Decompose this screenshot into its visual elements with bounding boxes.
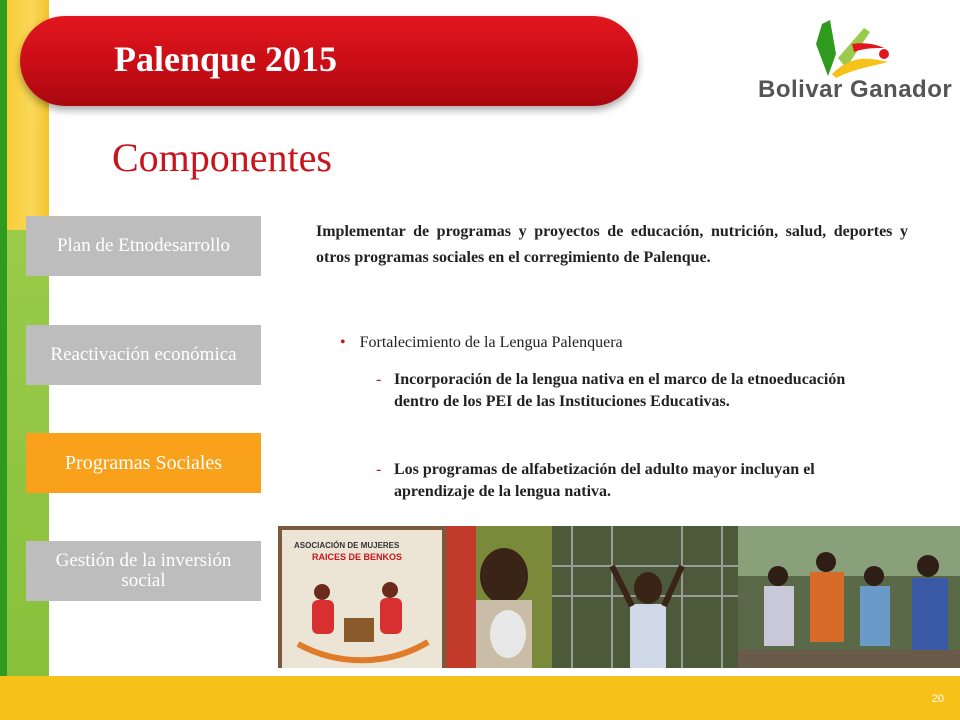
poster-figure-right-body [380,598,402,634]
poster-photo [278,526,446,668]
bullet-item [340,334,623,352]
sub-item-text: Los programas de alfabetización del adulto mayor incluyan el aprendizaje de la lengua nativa. [394,461,815,500]
nav-reactivacion-economica[interactable]: Reactivación económica [26,325,261,385]
child-head [480,548,528,604]
girl-head [634,572,662,604]
woman-2-body [810,572,844,642]
ground [738,650,960,668]
sub-item-text: Incorporación de la lengua nativa en el marco de la etnoeducación dentro de los PEI de las Instituciones Educativas. [394,371,846,410]
poster-figure-right-head [382,582,398,598]
bottom-bar [0,676,960,720]
woman-3-body [860,586,890,646]
intro-paragraph: Implementar de programas y proyectos de educación, nutrición, salud, deportes y otros programas sociales en el corregimiento de Palenque. [316,223,908,266]
woman-4-head [917,555,939,577]
woman-1-body [764,586,794,646]
dash-icon: - [376,371,382,388]
sub-item [376,369,876,413]
poster-text-1: ASOCIACIÓN DE MUJERES [294,541,400,550]
logo-green-leaf [816,20,836,76]
logo-text: Bolivar Ganador [758,76,953,103]
page-number: 20 [931,693,944,705]
poster-mortar [344,618,374,642]
woman-3-head [864,566,884,586]
nav-programas-sociales[interactable]: Programas Sociales [26,433,261,493]
bullet-dot-icon: • [340,334,346,351]
left-green-stripe [0,0,7,676]
poster-text-2: RAICES DE BENKOS [312,552,403,562]
poster-figure-left-body [312,600,334,634]
girl-body [630,604,666,668]
woman-1-head [768,566,788,586]
nav-plan-etnodesarrollo[interactable]: Plan de Etnodesarrollo [26,216,261,276]
section-heading: Componentes [112,135,332,180]
dash-icon: - [376,461,382,478]
girl-at-gate-photo [552,526,738,668]
nav-gestion-inversion-social[interactable]: Gestión de la inversión social [26,541,261,601]
child-with-toy-photo [446,526,552,668]
logo-red-dot [879,49,889,59]
sub-item [376,459,876,503]
plush-toy [490,610,526,658]
slide-title: Palenque 2015 [114,39,338,79]
woman-4-body [912,578,948,650]
title-banner [20,16,638,106]
elderly-women-photo [738,526,960,668]
poster-figure-left-head [314,584,330,600]
photo-background-red [446,526,476,668]
bullet-text: Fortalecimiento de la Lengua Palenquera [359,334,623,351]
woman-2-head [816,552,836,572]
logo-red-swoosh [852,43,884,52]
photo-collage [278,526,960,668]
